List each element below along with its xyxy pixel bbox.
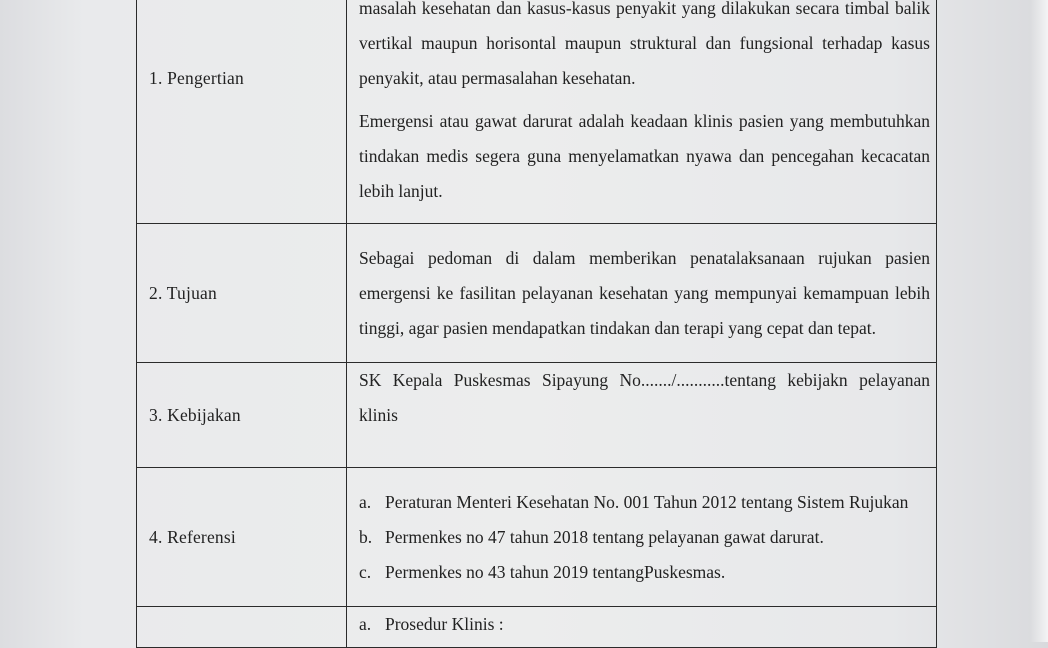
paragraph: SK Kepala Puskesmas Sipayung No......./...........tentang kebijakn pelayanan klinis bbox=[359, 370, 930, 425]
label-cell-kebijakan bbox=[137, 363, 347, 468]
content-cell-tujuan bbox=[347, 224, 937, 363]
row-label: 1. Pengertian bbox=[149, 68, 244, 88]
reference-list bbox=[359, 485, 930, 590]
list-marker: b. bbox=[359, 526, 373, 547]
list-item bbox=[359, 607, 930, 642]
paragraph: Emergensi atau gawat darurat adalah keadaan klinis pasien yang membutuhkan tindakan medis segera guna menyelamatkan nyawa dan pencegahan kecacatan lebih lanjut. bbox=[359, 111, 930, 201]
content-cell-pengertian bbox=[347, 0, 937, 224]
list-marker: a. bbox=[359, 614, 372, 634]
row-referensi bbox=[137, 468, 937, 607]
row-pengertian bbox=[137, 0, 937, 224]
paragraph: Sebagai pedoman di dalam memberikan penatalaksanaan rujukan pasien emergensi ke fasilitan pelayanan kesehatan yang mempunyai kemampuan lebih tinggi, agar pasien mendapatkan tindakan dan terapi yang cepat dan tepat. bbox=[359, 247, 930, 338]
label-cell-pengertian bbox=[137, 0, 347, 224]
label-cell-prosedur bbox=[137, 607, 347, 648]
list-item bbox=[359, 485, 930, 520]
label-cell-referensi bbox=[137, 468, 347, 607]
list-item-text: Permenkes no 47 tahun 2018 tentang pelayanan gawat darurat. bbox=[385, 526, 824, 547]
row-prosedur bbox=[137, 607, 937, 648]
content-cell-kebijakan bbox=[347, 363, 937, 468]
content-cell-prosedur bbox=[347, 607, 937, 648]
list-item bbox=[359, 520, 930, 555]
page-edge-shadow bbox=[1030, 0, 1048, 642]
row-kebijakan bbox=[137, 363, 937, 468]
row-label: 3. Kebijakan bbox=[149, 404, 241, 425]
list-marker: c. bbox=[359, 561, 372, 582]
sop-table bbox=[136, 0, 937, 648]
list-item-text: Peraturan Menteri Kesehatan No. 001 Tahun 2012 tentang Sistem Rujukan bbox=[385, 491, 909, 512]
list-item bbox=[359, 555, 930, 590]
procedure-list bbox=[359, 607, 930, 642]
list-item-text: Permenkes no 43 tahun 2019 tentangPuskesmas. bbox=[385, 561, 726, 582]
label-cell-tujuan bbox=[137, 224, 347, 363]
paragraph: masalah kesehatan dan kasus-kasus penyakit yang dilakukan secara timbal balik vertikal maupun horisontal maupun struktural dan fungsional terhadap kasus penyakit, atau permasalahan kesehatan. bbox=[359, 0, 930, 88]
content-cell-referensi bbox=[347, 468, 937, 607]
row-tujuan bbox=[137, 224, 937, 363]
list-item-text: Prosedur Klinis : bbox=[385, 614, 504, 634]
row-label: 2. Tujuan bbox=[149, 282, 217, 303]
row-label: 4. Referensi bbox=[149, 526, 236, 547]
list-marker: a. bbox=[359, 491, 372, 512]
